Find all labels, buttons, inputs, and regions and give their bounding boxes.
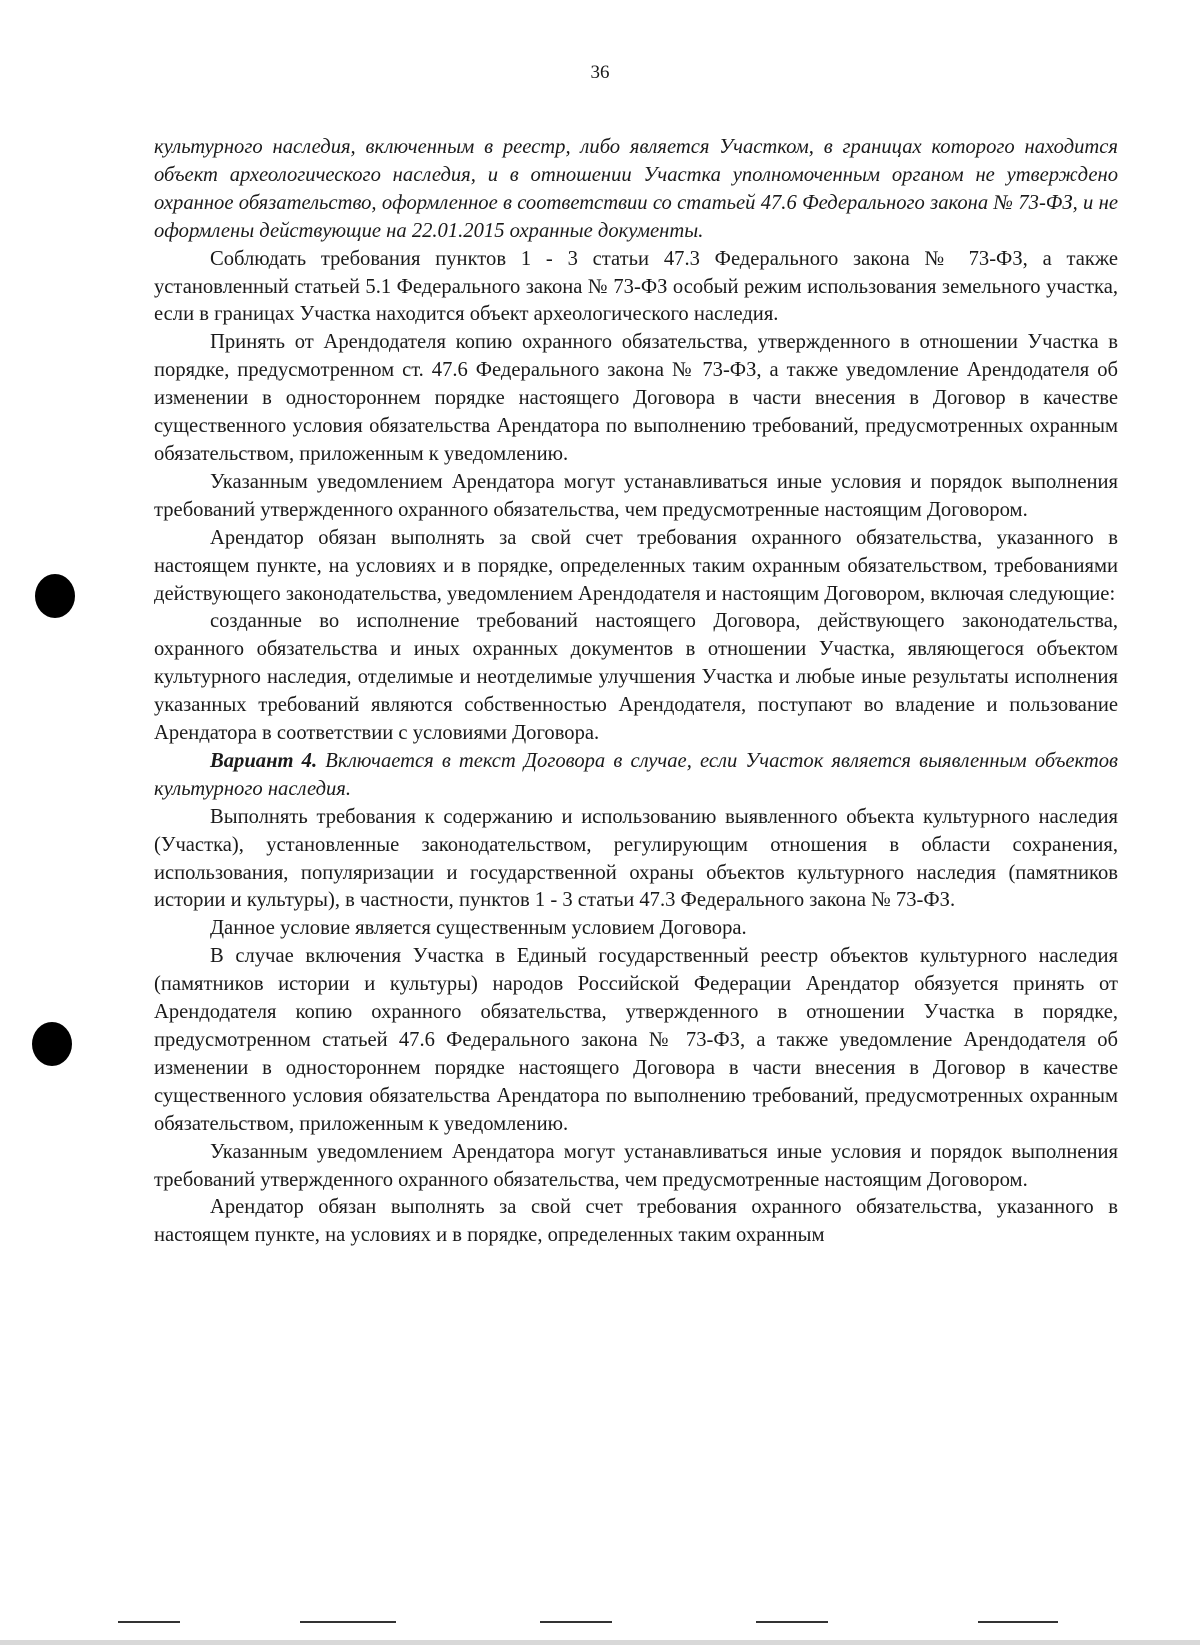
paragraph: Соблюдать требования пунктов 1 - 3 статьи 47.3 Федерального закона № 73-ФЗ, а также установленный статьей 5.1 Федерального закона № 73-ФЗ особый режим использования земельного участка, если в границах Участка находится объект археологического наследия. — [154, 247, 1118, 326]
scan-bottom-edge — [0, 1640, 1200, 1645]
scan-mark — [118, 1621, 180, 1623]
page-number: 36 — [590, 62, 610, 83]
variant-description: Включается в текст Договора в случае, если Участок является выявленным объектов культурного наследия. — [154, 749, 1118, 800]
paragraph: Выполнять требования к содержанию и использованию выявленного объекта культурного наследия (Участка), установленные законодательством, регулирующим отношения в области сохранения, использования, популяризации и государственной охраны объектов культурного наследия (памятников истории и культуры), в частности, пунктов 1 - 3 статьи 47.3 Федерального закона № 73-ФЗ. — [154, 805, 1118, 912]
paragraph-continuation: культурного наследия, включенным в реестр, либо является Участком, в границах которого находится объект археологического наследия, и в отношении Участка уполномоченным органом не утверждено охранное обязательство, оформленное в соответствии со статьей 47.6 Федерального закона № 73-ФЗ, и не оформлены действующие на 22.01.2015 охранные документы. — [154, 136, 1118, 242]
paragraph: В случае включения Участка в Единый государственный реестр объектов культурного наследия (памятников истории и культуры) народов Российской Федерации Арендатор обязуется принять от Арендодателя копию охранного обязательства, утвержденного в отношении Участка в порядке, предусмотренном статьей 47.6 Федерального закона № 73-ФЗ, а также уведомление Арендодателя об изменении в одностороннем порядке настоящего Договора в части внесения в Договор в качестве существенного условия обязательства Арендатора по выполнению требований, предусмотренных охранным обязательством, приложенным к уведомлению. — [154, 945, 1118, 1135]
paragraph: Данное условие является существенным условием Договора. — [210, 917, 747, 940]
punch-hole-mark — [32, 1022, 72, 1066]
variant-label: Вариант 4. — [210, 749, 318, 772]
variant-heading — [154, 748, 1118, 804]
scan-mark — [300, 1621, 396, 1623]
paragraph: Указанным уведомлением Арендатора могут устанавливаться иные условия и порядок выполнения требований утвержденного охранного обязательства, чем предусмотренные настоящим Договором. — [154, 470, 1118, 521]
paragraph: Арендатор обязан выполнять за свой счет требования охранного обязательства, указанного в настоящем пункте, на условиях и в порядке, определенных таким охранным обязательством, требованиями действующего законодательства, уведомлением Арендодателя и настоящим Договором, включая следующие: — [154, 526, 1118, 605]
punch-hole-mark — [35, 574, 75, 618]
paragraph-truncated: Арендатор обязан выполнять за свой счет требования охранного обязательства, указанного в настоящем пункте, на условиях и в порядке, определенных таким охранным — [154, 1196, 1118, 1247]
scan-mark — [756, 1621, 828, 1623]
paragraph: созданные во исполнение требований настоящего Договора, действующего законодательства, охранного обязательства и иных охранных документов в отношении Участка, являющегося объектом культурного наследия, отделимые и неотделимые улучшения Участка и любые иные результаты исполнения указанных требований являются собственностью Арендодателя, поступают во владение и пользование Арендатора в соответствии с условиями Договора. — [154, 610, 1118, 745]
scan-edge-marks — [0, 1621, 1200, 1627]
document-body — [154, 134, 1118, 1250]
paragraph: Принять от Арендодателя копию охранного обязательства, утвержденного в отношении Участка в порядке, предусмотренном ст. 47.6 Федерального закона № 73-ФЗ, а также уведомление Арендодателя об изменении в одностороннем порядке настоящего Договора в части внесения в Договор в качестве существенного условия обязательства Арендатора по выполнению требований, предусмотренных охранным обязательством, приложенным к уведомлению. — [154, 331, 1118, 465]
scan-mark — [978, 1621, 1058, 1623]
paragraph: Указанным уведомлением Арендатора могут устанавливаться иные условия и порядок выполнения требований утвержденного охранного обязательства, чем предусмотренные настоящим Договором. — [154, 1140, 1118, 1191]
scan-mark — [540, 1621, 612, 1623]
